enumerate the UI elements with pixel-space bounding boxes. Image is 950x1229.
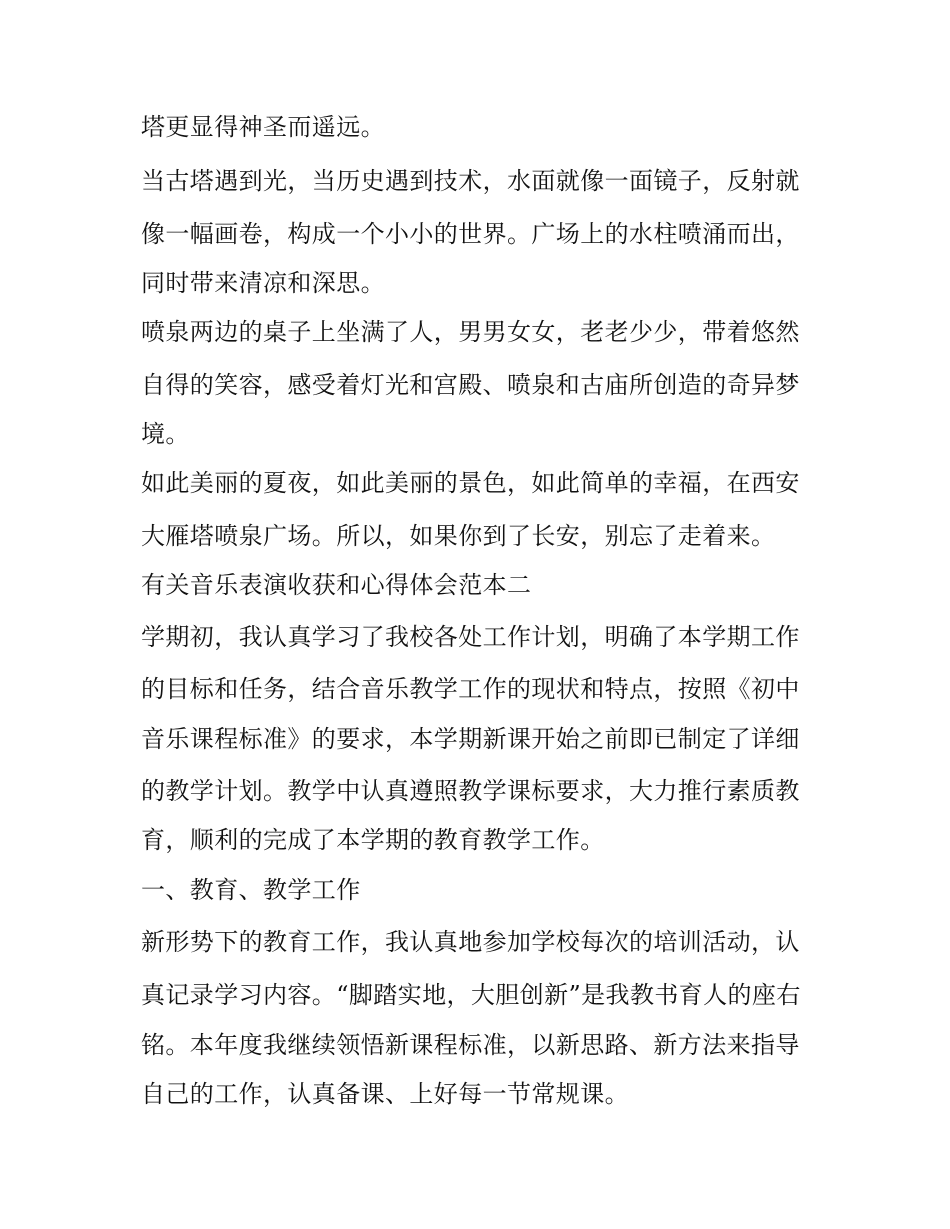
text-line: 境。 [141,420,190,448]
text-line: 育，顺利的完成了本学期的教育教学工作。 [141,826,605,854]
text-line: 喷泉两边的桌子上坐满了人，男男女女，老老少少，带着悠然 [141,318,800,346]
text-line: 的教学计划。教学中认真遵照教学课标要求，大力推行素质教 [141,777,800,805]
section-heading: 有关音乐表演收获和心得体会范本二 [141,571,532,599]
text-line: 自得的笑容，感受着灯光和宫殿、喷泉和古庙所创造的奇异梦 [141,371,800,399]
text-line: 塔更显得神圣而遥远。 [141,113,385,141]
text-line: 大雁塔喷泉广场。所以，如果你到了长安，别忘了走着来。 [141,522,776,550]
text-line: 自己的工作，认真备课、上好每一节常规课。 [141,1080,629,1108]
text-line: 像一幅画卷，构成一个小小的世界。广场上的水柱喷涌而出， [141,220,800,248]
text-line: 真记录学习内容。“脚踏实地，大胆创新”是我教书育人的座右 [141,981,801,1009]
text-line: 如此美丽的夏夜，如此美丽的景色，如此简单的幸福，在西安 [141,469,800,497]
text-line: 的目标和任务，结合音乐教学工作的现状和特点，按照《初中 [141,675,800,703]
text-line: 同时带来清凉和深思。 [141,269,385,297]
text-line: 当古塔遇到光，当历史遇到技术，水面就像一面镜子，反射就 [141,167,800,195]
text-line: 音乐课程标准》的要求，本学期新课开始之前即已制定了详细 [141,725,800,753]
section-heading: 一、教育、教学工作 [141,876,361,904]
text-line: 学期初，我认真学习了我校各处工作计划，明确了本学期工作 [141,623,800,651]
text-line: 铭。本年度我继续领悟新课程标准，以新思路、新方法来指导 [141,1031,800,1059]
text-line: 新形势下的教育工作，我认真地参加学校每次的培训活动，认 [141,928,800,956]
